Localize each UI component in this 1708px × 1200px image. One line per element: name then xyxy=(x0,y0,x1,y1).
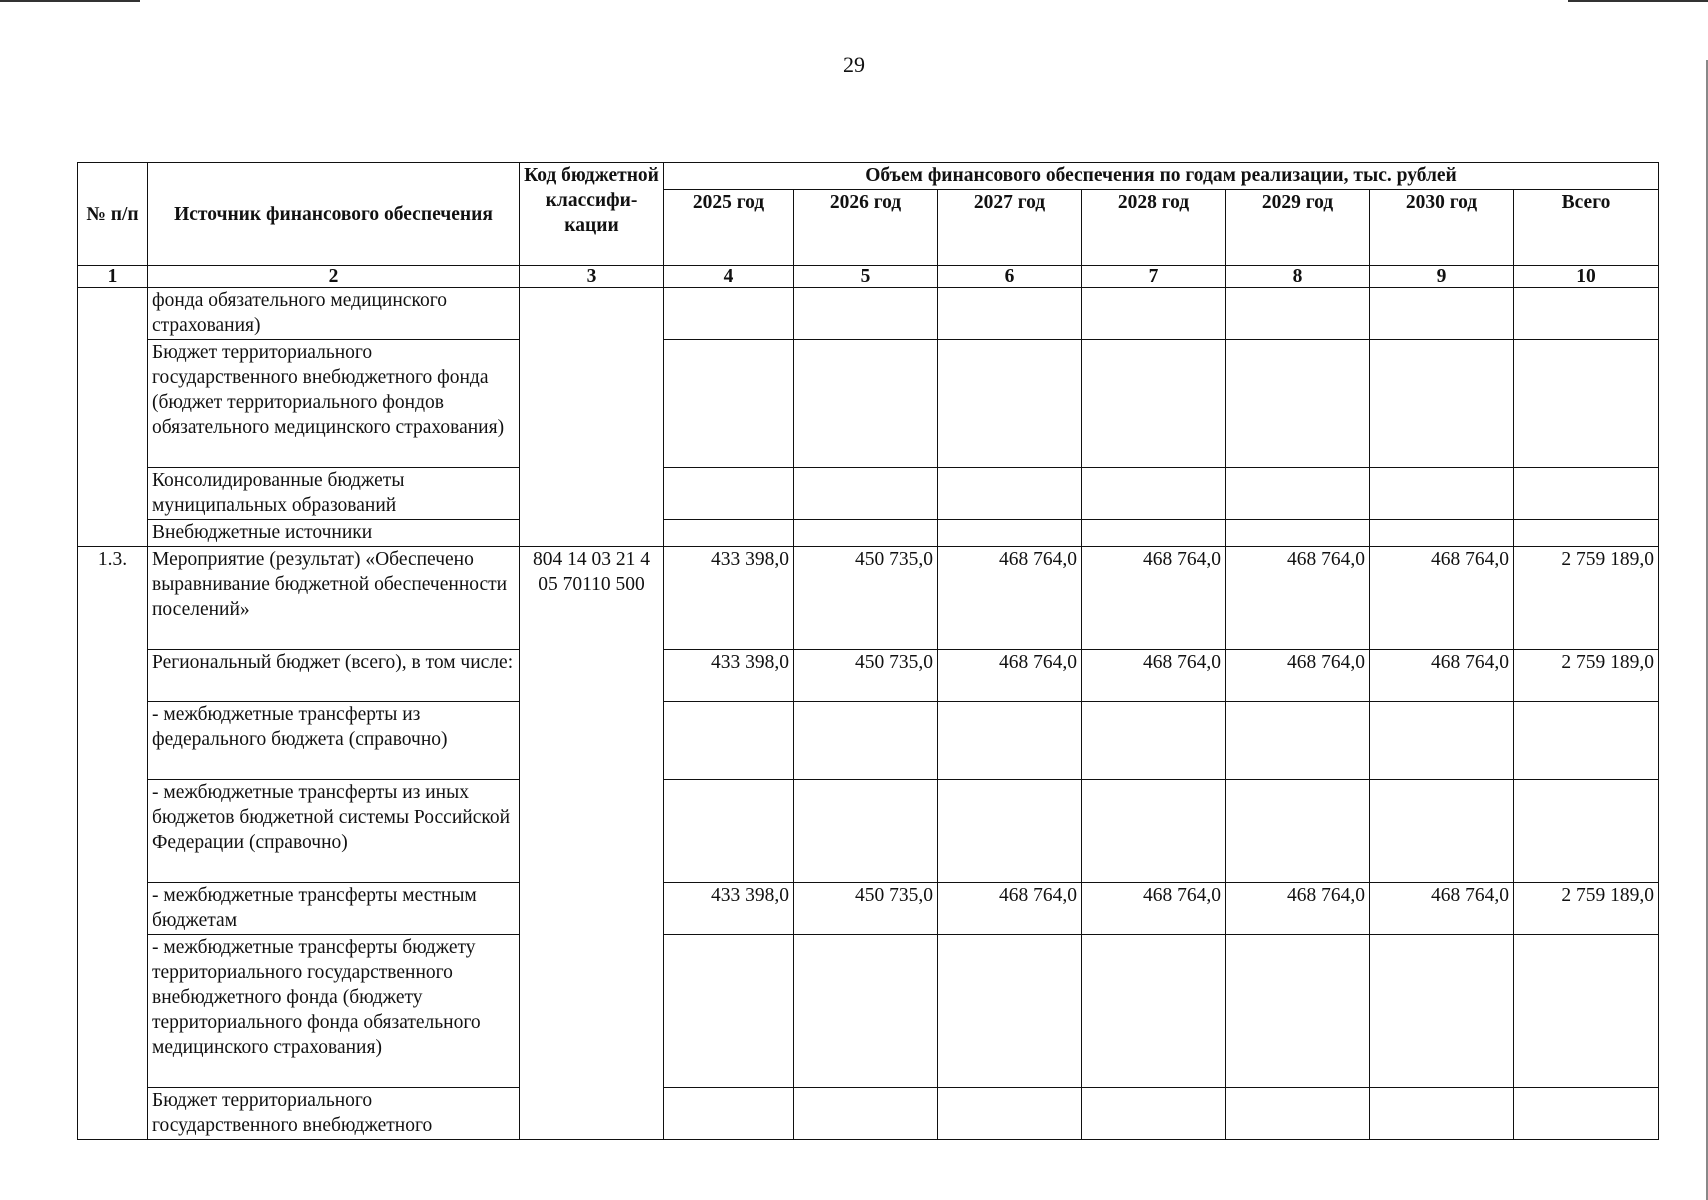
table-row xyxy=(78,935,1659,1088)
source-cell: - межбюджетные трансферты бюджету территориального государственного внебюджетного фонда (бюджету территориального фонда обязательного медицинского страхования) xyxy=(148,935,520,1088)
value-cell: 433 398,0 xyxy=(664,883,794,935)
table-row xyxy=(78,547,1659,650)
value-cell: 468 764,0 xyxy=(1226,650,1370,702)
value-cell: 468 764,0 xyxy=(1082,650,1226,702)
table-row xyxy=(78,650,1659,702)
column-number: 3 xyxy=(520,266,664,288)
source-cell: Внебюджетные источники xyxy=(148,520,520,547)
value-cell xyxy=(664,520,794,547)
value-cell xyxy=(1370,780,1514,883)
value-cell xyxy=(1370,288,1514,340)
column-number: 9 xyxy=(1370,266,1514,288)
value-cell xyxy=(664,468,794,520)
source-cell: - межбюджетные трансферты из федерального бюджета (справочно) xyxy=(148,702,520,780)
table-row xyxy=(78,520,1659,547)
value-cell xyxy=(1226,288,1370,340)
value-cell xyxy=(1514,468,1659,520)
value-cell: 468 764,0 xyxy=(1226,883,1370,935)
source-cell: Консолидированные бюджеты муниципальных образований xyxy=(148,468,520,520)
column-number: 2 xyxy=(148,266,520,288)
value-cell xyxy=(664,702,794,780)
header-num: № п/п xyxy=(78,163,148,266)
value-cell: 468 764,0 xyxy=(1082,883,1226,935)
value-cell xyxy=(664,340,794,468)
table-row xyxy=(78,883,1659,935)
scan-edge-mark-left xyxy=(0,0,140,2)
value-cell xyxy=(1370,1088,1514,1140)
code-cell xyxy=(520,288,664,547)
table-row xyxy=(78,702,1659,780)
value-cell xyxy=(1226,1088,1370,1140)
value-cell xyxy=(794,780,938,883)
header-total: Всего xyxy=(1514,190,1659,266)
value-cell: 468 764,0 xyxy=(938,883,1082,935)
value-cell xyxy=(1082,288,1226,340)
value-cell xyxy=(1226,520,1370,547)
value-cell xyxy=(1370,468,1514,520)
header-year: 2026 год xyxy=(794,190,938,266)
value-cell xyxy=(938,288,1082,340)
code-cell: 804 14 03 21 4 05 70110 500 xyxy=(520,547,664,1140)
value-cell: 450 735,0 xyxy=(794,883,938,935)
value-cell xyxy=(1514,340,1659,468)
value-cell xyxy=(1514,288,1659,340)
value-cell: 450 735,0 xyxy=(794,547,938,650)
header-year: 2027 год xyxy=(938,190,1082,266)
source-cell: Бюджет территориального государственного внебюджетного фонда (бюджет территориального фондов обязательного медицинского страхования) xyxy=(148,340,520,468)
value-cell: 468 764,0 xyxy=(1226,547,1370,650)
value-cell xyxy=(794,520,938,547)
value-cell xyxy=(938,780,1082,883)
source-cell: Мероприятие (результат) «Обеспечено выравнивание бюджетной обеспеченности поселений» xyxy=(148,547,520,650)
value-cell: 433 398,0 xyxy=(664,547,794,650)
value-cell: 468 764,0 xyxy=(1082,547,1226,650)
value-cell: 468 764,0 xyxy=(1370,883,1514,935)
column-number: 1 xyxy=(78,266,148,288)
source-cell: Региональный бюджет (всего), в том числе: xyxy=(148,650,520,702)
table-row xyxy=(78,340,1659,468)
value-cell xyxy=(938,468,1082,520)
value-cell xyxy=(1370,935,1514,1088)
value-cell xyxy=(1370,702,1514,780)
value-cell xyxy=(1082,340,1226,468)
value-cell xyxy=(1514,702,1659,780)
value-cell: 468 764,0 xyxy=(1370,650,1514,702)
column-number: 5 xyxy=(794,266,938,288)
source-cell: Бюджет территориального государственного внебюджетного xyxy=(148,1088,520,1140)
value-cell xyxy=(794,288,938,340)
value-cell xyxy=(664,935,794,1088)
value-cell xyxy=(794,1088,938,1140)
table-row xyxy=(78,1088,1659,1140)
row-index: 1.3. xyxy=(78,547,148,1140)
value-cell xyxy=(794,935,938,1088)
value-cell xyxy=(938,702,1082,780)
value-cell xyxy=(1082,1088,1226,1140)
header-year: 2030 год xyxy=(1370,190,1514,266)
header-year: 2025 год xyxy=(664,190,794,266)
value-cell xyxy=(1082,520,1226,547)
value-cell xyxy=(1082,702,1226,780)
header-source: Источник финансового обеспечения xyxy=(148,163,520,266)
table-row xyxy=(78,468,1659,520)
value-cell xyxy=(1370,520,1514,547)
value-cell xyxy=(938,1088,1082,1140)
value-cell: 468 764,0 xyxy=(938,547,1082,650)
value-cell xyxy=(1370,340,1514,468)
value-cell: 468 764,0 xyxy=(1370,547,1514,650)
value-cell xyxy=(1226,935,1370,1088)
value-cell xyxy=(794,702,938,780)
source-cell: фонда обязательного медицинского страхования) xyxy=(148,288,520,340)
value-cell xyxy=(794,468,938,520)
column-number: 8 xyxy=(1226,266,1370,288)
page-number: 29 xyxy=(843,52,865,77)
source-cell: - межбюджетные трансферты из иных бюджетов бюджетной системы Российской Федерации (справочно) xyxy=(148,780,520,883)
row-index xyxy=(78,288,148,547)
value-cell xyxy=(1514,780,1659,883)
column-number: 4 xyxy=(664,266,794,288)
value-cell xyxy=(1082,468,1226,520)
value-cell xyxy=(664,1088,794,1140)
value-cell: 450 735,0 xyxy=(794,650,938,702)
value-cell xyxy=(1226,780,1370,883)
value-cell: 468 764,0 xyxy=(938,650,1082,702)
value-cell xyxy=(794,340,938,468)
value-cell xyxy=(1514,520,1659,547)
value-cell xyxy=(1226,340,1370,468)
value-cell xyxy=(1082,780,1226,883)
table-row xyxy=(78,288,1659,340)
header-volume: Объем финансового обеспечения по годам реализации, тыс. рублей xyxy=(664,163,1659,190)
value-cell: 2 759 189,0 xyxy=(1514,883,1659,935)
header-year: 2028 год xyxy=(1082,190,1226,266)
value-cell xyxy=(938,340,1082,468)
source-cell: - межбюджетные трансферты местным бюджетам xyxy=(148,883,520,935)
value-cell: 2 759 189,0 xyxy=(1514,547,1659,650)
column-number: 6 xyxy=(938,266,1082,288)
value-cell xyxy=(664,288,794,340)
scan-edge-mark-right xyxy=(1568,0,1708,2)
value-cell: 2 759 189,0 xyxy=(1514,650,1659,702)
column-number: 10 xyxy=(1514,266,1659,288)
value-cell xyxy=(1226,468,1370,520)
table-row xyxy=(78,780,1659,883)
financing-table xyxy=(77,162,1659,1140)
header-code: Код бюджетной классифи-кации xyxy=(520,163,664,266)
value-cell xyxy=(938,935,1082,1088)
column-number: 7 xyxy=(1082,266,1226,288)
value-cell: 433 398,0 xyxy=(664,650,794,702)
value-cell xyxy=(938,520,1082,547)
value-cell xyxy=(664,780,794,883)
value-cell xyxy=(1514,935,1659,1088)
value-cell xyxy=(1226,702,1370,780)
header-year: 2029 год xyxy=(1226,190,1370,266)
value-cell xyxy=(1514,1088,1659,1140)
value-cell xyxy=(1082,935,1226,1088)
